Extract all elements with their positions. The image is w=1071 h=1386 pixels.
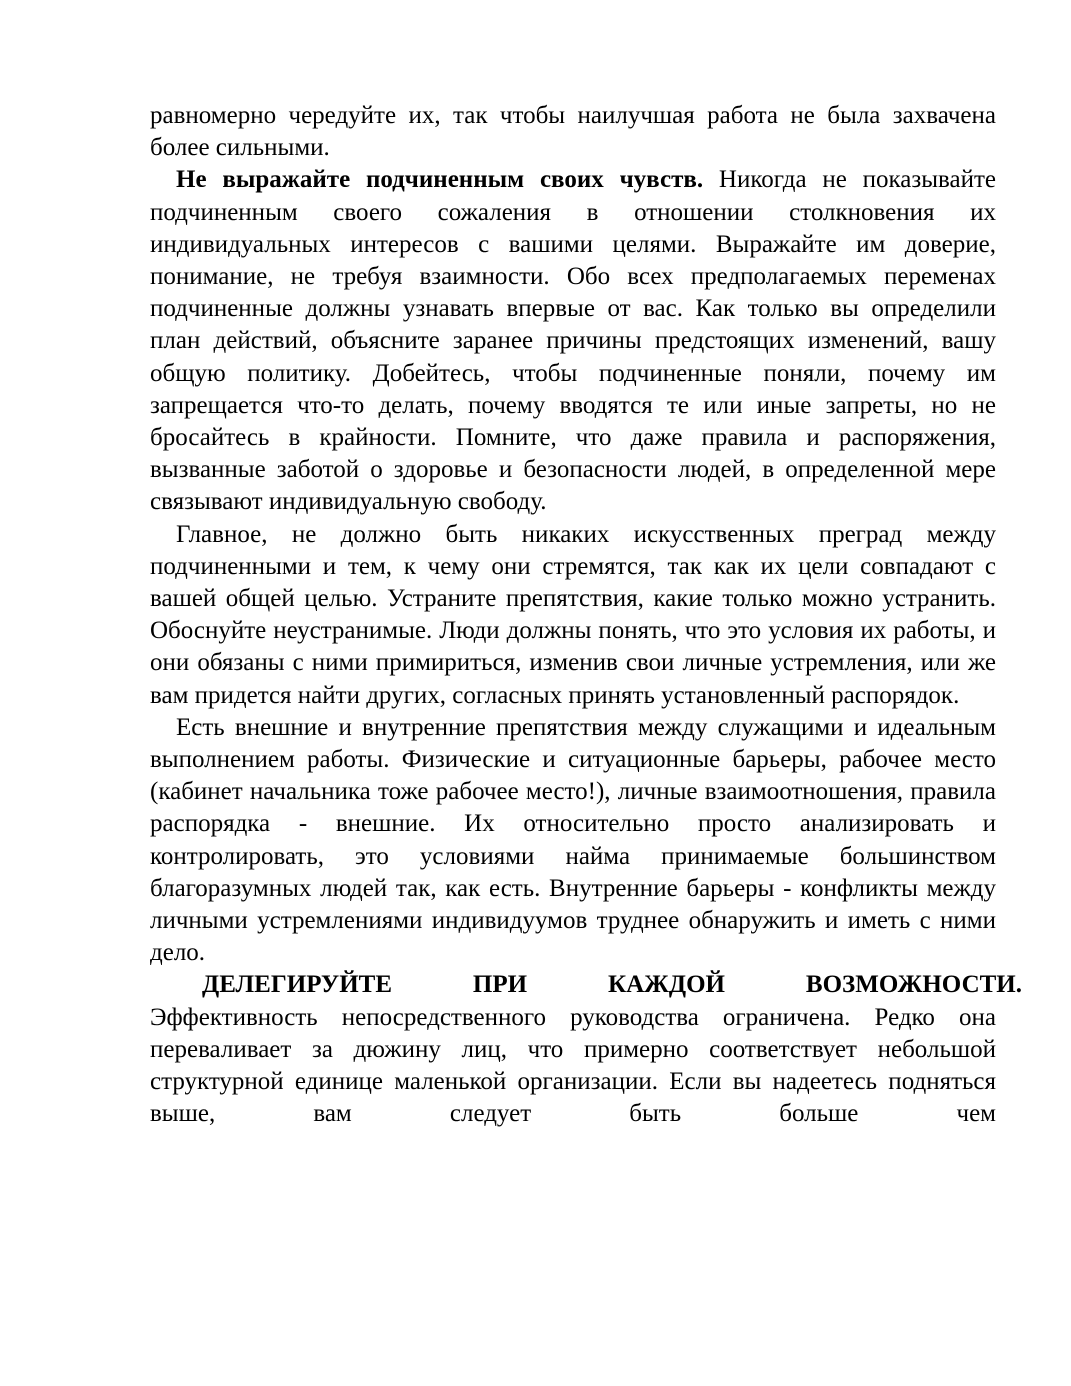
paragraph-main: Главное, не должно быть никаких искусственных преград между подчиненными и тем, к чему они стремятся, так как их цели совпадают с вашей общей целью. Устраните препятствия, какие только можно устранить. Обоснуйте неустранимые. Люди должны понять, что это условия их работы, и они обязаны с ними примириться, изменив свои личные устремления, или же вам придется найти других, согласных принять установленный распорядок. (150, 520, 996, 709)
paragraph-feelings (150, 164, 996, 518)
paragraph-continuation: равномерно чередуйте их, так чтобы наилучшая работа не была захвачена более сильными. (150, 102, 996, 162)
paragraph-delegate (150, 969, 1022, 1130)
section-heading-delegate: ДЕЛЕГИРУЙТЕ ПРИ КАЖДОЙ ВОЗМОЖНОСТИ. (202, 971, 1022, 999)
paragraph-barriers: Есть внешние и внутренние препятствия между служащими и идеальным выполнением работы. Физические и ситуационные барьеры, рабочее место (кабинет начальника тоже рабочее место!), личные взаимоотношения, правила распорядка - внешние. Их относительно просто анализировать и контролировать, это условиями найма принимаемые большинством благоразумных людей так, как есть. Внутренние барьеры - конфликты между личными устремлениями индивидуумов труднее обнаружить и иметь с ними дело. (150, 713, 996, 967)
document-page (150, 100, 1022, 1131)
paragraph-delegate-text: Эффективность непосредственного руководства ограничена. Редко она переваливает за дюжину лиц, что примерно соответствует небольшой структурной единице маленькой организации. Если вы надеетесь подняться выше, вам следует быть больше чем (150, 1003, 996, 1128)
paragraph-feelings-text: Никогда не показывайте подчиненным своего сожаления в отношении столкновения их индивидуальных интересов с вашими целями. Выражайте им доверие, понимание, не требуя взаимности. Обо всех предполагаемых переменах подчиненные должны узнавать впервые от вас. Как только вы определили план действий, объясните заранее причины предстоящих изменений, вашу общую политику. Добейтесь, чтобы подчиненные поняли, почему им запрещается что-то делать, почему вводятся те или иные запреты, но не бросайтесь в крайности. Помните, что даже правила и распоряжения, вызванные заботой о здоровье и безопасности людей, в определенной мере связывают индивидуальную свободу. (150, 166, 996, 516)
section-heading-feelings: Не выражайте подчиненным своих чувств. (176, 166, 704, 194)
